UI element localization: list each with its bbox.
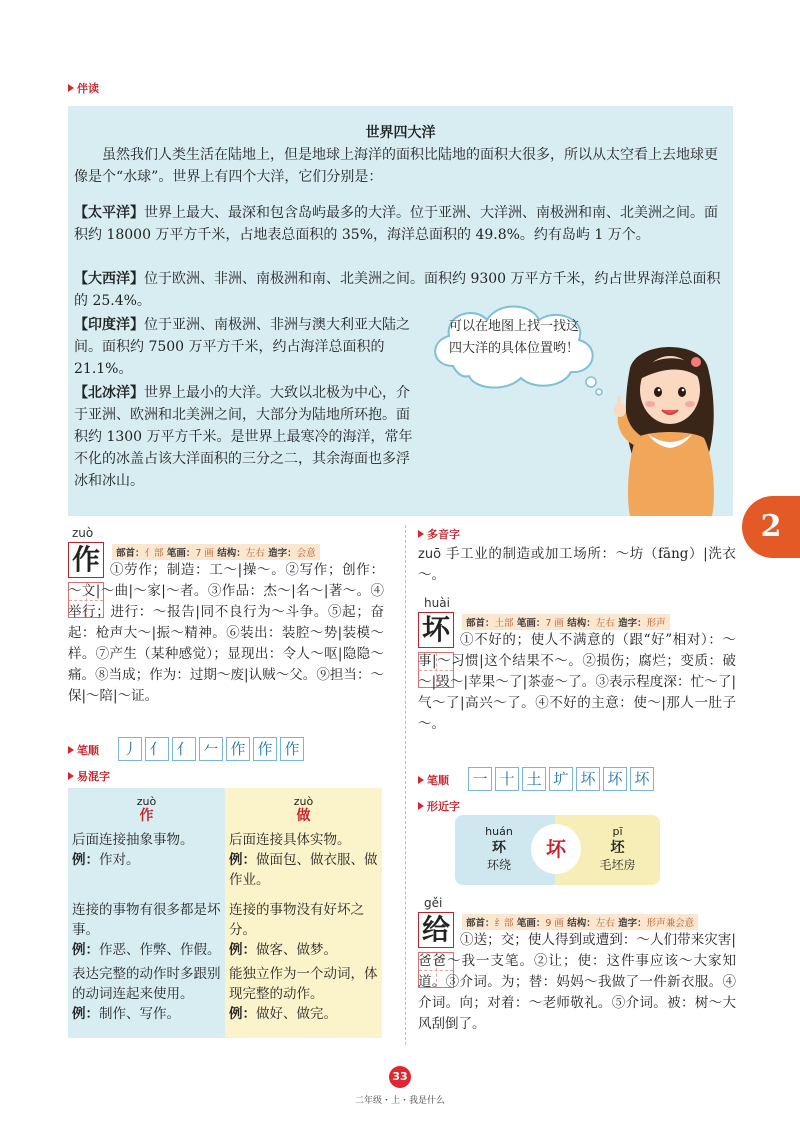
- compare-row: 后面连接具体实物。 例：做面包、做衣服、做作业。: [229, 832, 378, 888]
- big-char-gei: 给: [418, 912, 454, 948]
- triangle-icon: [418, 776, 424, 784]
- compare-row: 连接的事物有很多都是坏事。 例：作恶、作弊、作假。: [72, 902, 221, 958]
- compare-row: 能独立作为一个动词，体现完整的动作。 例：做好、做完。: [229, 966, 378, 1022]
- stroke-step: 作: [280, 737, 304, 761]
- compare-col-zuo-do: zuò 做 后面连接具体实物。 例：做面包、做衣服、做作业。 连接的事物没有好坏之分。 例：做客、做梦。 能独立作为一个动词，体现完整的动作。 例：做好、做完。: [225, 788, 382, 1038]
- pinyin-zuo: zuò: [72, 526, 94, 540]
- page-footer: 二年级・上・我是什么: [354, 1096, 445, 1106]
- speech-cloud: [423, 296, 603, 396]
- stroke-step: 作: [226, 737, 250, 761]
- ocean-indian: 【印度洋】位于亚洲、南极洲、非洲与澳大利亚大陆之间。面积约 7500 万平方千米，约占海洋总面积的 21.1%。: [74, 317, 410, 377]
- pinyin-gei: gěi: [424, 896, 443, 910]
- stroke-step: 圹: [549, 767, 573, 791]
- section-label-similar: 形近字: [418, 798, 460, 814]
- reading-title: 世界四大洋: [365, 125, 436, 141]
- char-info-huai: 部首：土部 笔画：7 画 结构：左右 造字：形声: [462, 614, 670, 630]
- ocean-pacific: 【太平洋】世界上最大、最深和包含岛屿最多的大洋。位于亚洲、大洋洲、南极洲和南、北美洲之间。面积约 18000 万平方千米，占地表总面积的 35%，海洋总面积的 49.8%。约有岛屿 1 万个。: [74, 205, 718, 243]
- compare-row: 连接的事物没有好坏之分。 例：做客、做梦。: [229, 902, 364, 958]
- definition-gei: ①送；交；使人得到或遭到：～人们带来灾害|爸爸～我一支笔。②让；使：这件事应该～大家知道。③介词。为；替：妈妈～我做了一件新衣服。④介词。向；对着：～老师敬礼。⑤介词。被：树～大风刮倒了。: [418, 932, 736, 1032]
- stroke-step: 十: [495, 767, 519, 791]
- stroke-step: 土: [522, 767, 546, 791]
- reading-box: [68, 106, 733, 516]
- section-label-confusing: 易混字: [68, 768, 110, 784]
- ocean-atlantic: 【大西洋】位于欧洲、非洲、南极洲和南、北美洲之间。面积约 9300 万平方千米，约占世界海洋总面积的 25.4%。: [74, 271, 721, 309]
- stroke-step: 坏: [630, 767, 654, 791]
- big-char-huai: 坏: [418, 612, 454, 648]
- chapter-tab: 2: [742, 496, 800, 558]
- section-label-strokes-huai: 笔顺: [418, 772, 449, 788]
- ocean-arctic: 【北冰洋】世界上最小的大洋。大致以北极为中心，介于亚洲、欧洲和北美洲之间，大部分为陆地所环抱。面积约 1300 万平方千米。是世界上最寒冷的海洋，常年不化的冰盖占该大洋面积的三分之二，其余海面也多浮冰和冰山。: [74, 385, 413, 489]
- compare-row: 表达完整的动作时多跟别的动词连起来使用。 例：制作、写作。: [72, 966, 221, 1022]
- compare-row: 后面连接抽象事物。 例：作对。: [72, 832, 194, 868]
- definition-zuo: ①劳作；制造：工～|操～。②写作；创作：～文|～曲|～家|～者。③作品：杰～|名～|著～。④举行；进行：～报告|同不良行为～斗争。⑤起；奋起：枪声大～|振～精神。⑥装出：装腔～势|装模～样。⑦产生（某种感觉）；显现出：令人～呕|隐隐～痛。⑧当成；作为：过期～废|认贼～父。⑨担当：～保|～陪|～证。: [68, 562, 384, 704]
- similar-left: huán 环 环绕: [485, 825, 513, 872]
- section-label-reading: 伴读: [68, 80, 99, 96]
- stroke-step: 坏: [576, 767, 600, 791]
- pinyin-huai: huài: [424, 596, 450, 610]
- speech-text: 可以在地图上找一找这四大洋的具体位置哟！: [448, 319, 579, 356]
- similar-center-char: 坏: [531, 824, 581, 874]
- char-info-zuo: 部首：亻部 笔画：7 画 结构：左右 造字：会意: [112, 544, 320, 560]
- compare-col-zuo: zuò 作 后面连接抽象事物。 例：作对。 连接的事物有很多都是坏事。 例：作恶、作弊、作假。 表达完整的动作时多跟别的动词连起来使用。 例：制作、写作。: [68, 788, 225, 1038]
- similar-right: pī 坯 毛坯房: [599, 825, 636, 872]
- stroke-step: 丿: [118, 737, 142, 761]
- stroke-step: 坏: [603, 767, 627, 791]
- column-divider: [405, 525, 406, 1045]
- stroke-step: 一: [468, 767, 492, 791]
- stroke-order-zuo: [118, 737, 304, 761]
- page-number: 33: [389, 1066, 411, 1088]
- stroke-step: 作: [253, 737, 277, 761]
- stroke-step: 𠂉: [199, 737, 223, 761]
- section-label-polyphonic: 多音字: [418, 526, 460, 542]
- definition-huai: ①不好的；使人不满意的（跟“好”相对）：～事|～习惯|这个结果不～。②损伤；腐烂；变质：破～|毁～|苹果～了|茶壶～了。③表示程度深：忙～了|气～了|高兴～了。④不好的主意：使～|那人一肚子～。: [418, 632, 736, 732]
- stroke-step: 亻: [145, 737, 169, 761]
- char-info-gei: 部首：纟部 笔画：9 画 结构：左右 造字：形声兼会意: [462, 914, 698, 930]
- similar-chars-box: [455, 815, 660, 885]
- reading-intro: 虽然我们人类生活在陆地上，但是地球上海洋的面积比陆地的面积大很多，所以从太空看上去地球更像是个“水球”。世界上有四个大洋，它们分别是：: [74, 147, 718, 185]
- triangle-icon: [418, 802, 424, 810]
- triangle-icon: [68, 746, 74, 754]
- triangle-icon: [68, 772, 74, 780]
- triangle-icon: [68, 84, 74, 92]
- big-char-zuo: 作: [68, 542, 104, 578]
- polyphonic-entry: zuō 手工业的制造或加工场所：～坊（fāng）|洗衣～。: [418, 546, 736, 583]
- stroke-order-huai: [468, 767, 654, 791]
- girl-illustration-icon: [608, 328, 733, 516]
- stroke-step: 亻: [172, 737, 196, 761]
- triangle-icon: [418, 530, 424, 538]
- compare-table: [68, 788, 382, 1038]
- section-label-strokes-zuo: 笔顺: [68, 742, 99, 758]
